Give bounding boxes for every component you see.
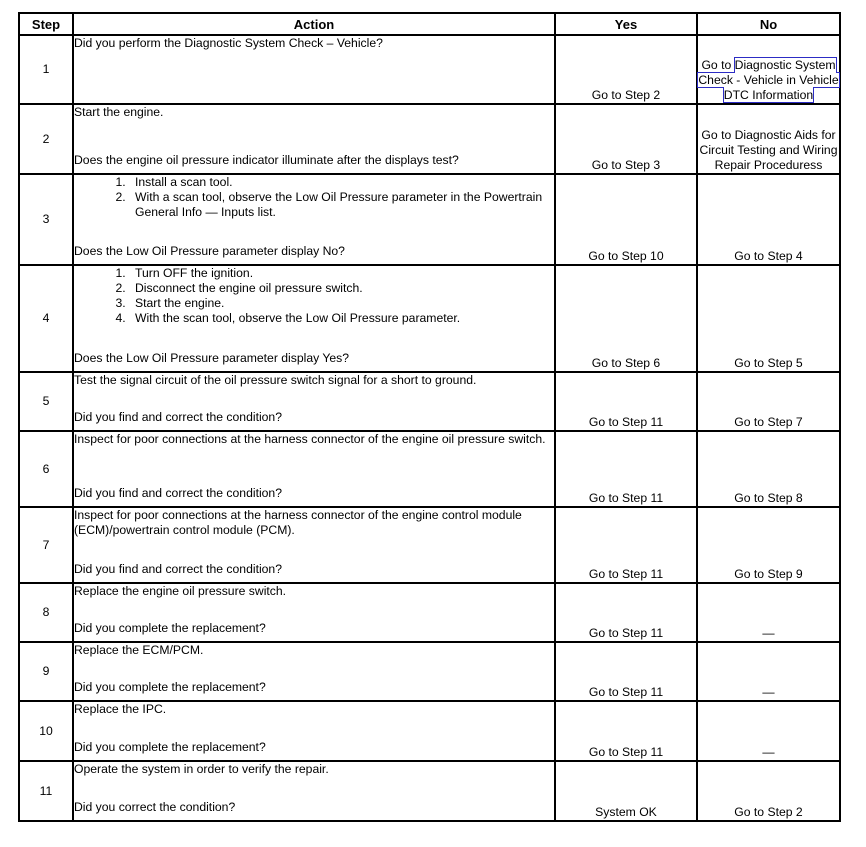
no-result: Go to Step 9 xyxy=(697,507,840,583)
action-cell xyxy=(73,701,555,761)
no-result: — xyxy=(697,642,840,701)
step-number: 9 xyxy=(19,642,73,701)
step-number: 6 xyxy=(19,431,73,507)
yes-result: Go to Step 11 xyxy=(555,431,697,507)
step-number: 2 xyxy=(19,104,73,174)
step-number: 7 xyxy=(19,507,73,583)
step-number: 3 xyxy=(19,174,73,265)
header-action: Action xyxy=(73,13,555,35)
step-number: 4 xyxy=(19,265,73,372)
instruction-text: Inspect for poor connections at the harness connector of the engine oil pressure switch. xyxy=(74,432,546,446)
table-row xyxy=(19,761,840,821)
question-text: Did you complete the replacement? xyxy=(74,680,266,694)
action-cell xyxy=(73,35,555,104)
action-content xyxy=(74,105,554,168)
question-text: Did you find and correct the condition? xyxy=(74,410,282,424)
action-cell xyxy=(73,761,555,821)
table-row xyxy=(19,583,840,642)
question-text: Does the Low Oil Pressure parameter display No? xyxy=(74,244,345,258)
action-cell xyxy=(73,372,555,431)
action-cell xyxy=(73,104,555,174)
action-cell xyxy=(73,642,555,701)
instruction-text: Test the signal circuit of the oil pressure switch signal for a short to ground. xyxy=(74,373,477,387)
instruction-text: Replace the ECM/PCM. xyxy=(74,643,204,657)
action-cell xyxy=(73,265,555,372)
question-text: Did you find and correct the condition? xyxy=(74,486,282,500)
instruction-text: Inspect for poor connections at the harness connector of the engine control module (ECM)/powertrain control module (PCM). xyxy=(74,508,522,537)
header-no: No xyxy=(697,13,840,35)
table-row xyxy=(19,265,840,372)
no-result: Go to Diagnostic Aids for Circuit Testing and Wiring Repair Proceduress xyxy=(697,104,840,174)
action-content xyxy=(74,266,554,366)
no-result: Go to Step 7 xyxy=(697,372,840,431)
list-item: 3. Start the engine. xyxy=(129,296,554,311)
diagnostic-table xyxy=(18,12,841,822)
action-cell xyxy=(73,507,555,583)
step-number: 8 xyxy=(19,583,73,642)
table-row xyxy=(19,174,840,265)
yes-result: Go to Step 11 xyxy=(555,583,697,642)
list-item: 4. With the scan tool, observe the Low Oil Pressure parameter. xyxy=(129,311,554,326)
question-text: Did you find and correct the condition? xyxy=(74,562,282,576)
yes-result: Go to Step 10 xyxy=(555,174,697,265)
instruction-text: Start the engine. xyxy=(74,105,164,119)
list-item: 1. Turn OFF the ignition. xyxy=(129,266,554,281)
action-cell xyxy=(73,583,555,642)
action-cell xyxy=(73,431,555,507)
step-number: 10 xyxy=(19,701,73,761)
action-content xyxy=(74,508,554,577)
step-number: 11 xyxy=(19,761,73,821)
yes-result: System OK xyxy=(555,761,697,821)
yes-result: Go to Step 6 xyxy=(555,265,697,372)
yes-result: Go to Step 2 xyxy=(555,35,697,104)
instruction-text: Replace the engine oil pressure switch. xyxy=(74,584,287,598)
action-content xyxy=(74,175,554,259)
question-text: Did you complete the replacement? xyxy=(74,740,266,754)
action-content xyxy=(74,584,554,636)
header-row xyxy=(19,13,840,35)
no-result: Go to Step 4 xyxy=(697,174,840,265)
instruction-list xyxy=(74,175,554,220)
step-number: 1 xyxy=(19,35,73,104)
question-text: Did you complete the replacement? xyxy=(74,621,266,635)
instruction-list xyxy=(74,266,554,326)
yes-result: Go to Step 3 xyxy=(555,104,697,174)
no-result: Go to Step 5 xyxy=(697,265,840,372)
instruction-text: Replace the IPC. xyxy=(74,702,167,716)
no-result: — xyxy=(697,701,840,761)
step-number: 5 xyxy=(19,372,73,431)
header-step: Step xyxy=(19,13,73,35)
table-row xyxy=(19,507,840,583)
action-content xyxy=(74,373,554,425)
no-prefix: Go to xyxy=(701,58,735,72)
no-result: Go to Step 8 xyxy=(697,431,840,507)
list-item: 2. Disconnect the engine oil pressure switch. xyxy=(129,281,554,296)
action-cell xyxy=(73,174,555,265)
table-row xyxy=(19,372,840,431)
no-result: — xyxy=(697,583,840,642)
list-item: 2. With a scan tool, observe the Low Oil Pressure parameter in the Powertrain General Info — Inputs list. xyxy=(129,190,554,220)
header-yes: Yes xyxy=(555,13,697,35)
question-text: Does the Low Oil Pressure parameter display Yes? xyxy=(74,351,350,365)
question-text: Did you correct the condition? xyxy=(74,800,236,814)
yes-result: Go to Step 11 xyxy=(555,507,697,583)
yes-result: Go to Step 11 xyxy=(555,372,697,431)
instruction-text: Did you perform the Diagnostic System Check – Vehicle? xyxy=(74,36,383,50)
action-content xyxy=(74,432,554,501)
diagnostic-system-check-link[interactable]: Diagnostic System Check - Vehicle in Vehicle DTC Information xyxy=(698,58,839,102)
action-content xyxy=(74,762,554,815)
no-result xyxy=(697,35,840,104)
action-content xyxy=(74,643,554,695)
table-row xyxy=(19,642,840,701)
action-content xyxy=(74,702,554,755)
yes-result: Go to Step 11 xyxy=(555,701,697,761)
table-row xyxy=(19,35,840,104)
table-row xyxy=(19,701,840,761)
instruction-text: Operate the system in order to verify the repair. xyxy=(74,762,329,776)
list-item: 1. Install a scan tool. xyxy=(129,175,554,190)
table-row xyxy=(19,431,840,507)
yes-result: Go to Step 11 xyxy=(555,642,697,701)
question-text: Does the engine oil pressure indicator illuminate after the displays test? xyxy=(74,153,459,167)
table-row xyxy=(19,104,840,174)
no-result: Go to Step 2 xyxy=(697,761,840,821)
